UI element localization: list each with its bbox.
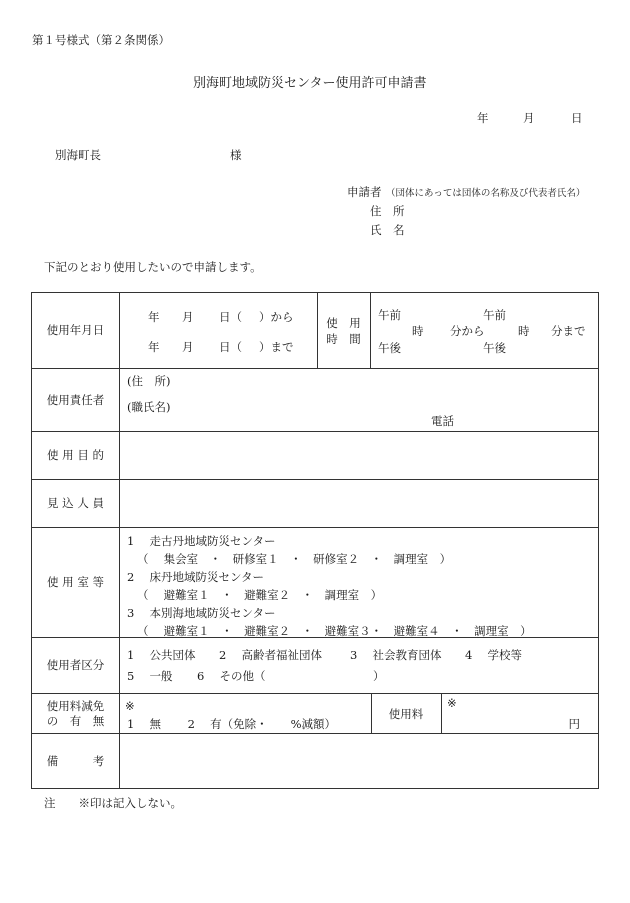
responsible-name-label: (職氏名)	[127, 400, 171, 414]
applicant-name-label: 氏 名	[370, 223, 405, 237]
usage-date-field[interactable]	[119, 293, 317, 368]
date-from-day: 日（	[219, 310, 242, 324]
fee-mark: ※	[447, 696, 457, 710]
fee-exemption-label-2: の 有 無	[46, 713, 105, 728]
time-from-hour: 時	[412, 324, 424, 338]
intro-text: 下記のとおり使用したいので申請します。	[44, 260, 262, 274]
date-from-year: 年	[148, 310, 160, 324]
applicant-note: （団体にあっては団体の名称及び代表者氏名）	[386, 188, 586, 199]
fee-label: 使用料	[388, 706, 424, 721]
usage-time-label	[317, 293, 370, 368]
row-attendees	[32, 480, 598, 528]
row-rooms	[32, 528, 598, 638]
date-to-month: 月	[182, 340, 194, 354]
category-social-education: 3 社会教育団体	[350, 648, 442, 662]
fee-exemption-label-1: 使用料減免	[46, 698, 105, 713]
date-from-month: 月	[182, 310, 194, 324]
applicant-label: 申請者	[347, 185, 382, 199]
remarks-label: 備 考	[32, 734, 120, 788]
category-other: 6 その他（	[197, 669, 266, 683]
attendees-label: 見 込 人 員	[32, 480, 120, 527]
time-to-minute: 分まで	[551, 324, 586, 338]
fee-yen: 円	[568, 717, 580, 731]
room-group-1: 1 走古丹地域防災センター	[127, 534, 276, 548]
year-label: 年	[477, 111, 489, 125]
page-title: 別海町地域防災センター使用許可申請書	[193, 76, 427, 91]
usage-date-label: 使用年月日	[32, 293, 120, 368]
date-to-day: 日（	[219, 340, 242, 354]
usage-time-label-1: 使 用	[326, 315, 361, 330]
fee-exemption-options: 1 無 2 有（免除・ %減額）	[127, 717, 337, 731]
applicant-address-label: 住 所	[370, 204, 405, 218]
row-usage-date	[32, 293, 598, 369]
rooms-field[interactable]	[119, 528, 598, 637]
usage-time-label-2: 時 間	[326, 331, 361, 346]
category-other-close: ）	[373, 669, 385, 683]
row-category	[32, 638, 598, 694]
application-table	[31, 292, 599, 789]
responsible-phone-label: 電話	[431, 414, 454, 428]
responsible-address-label: (住 所)	[127, 374, 171, 388]
day-label: 日	[571, 111, 583, 125]
category-elderly: 2 高齢者福祉団体	[219, 648, 322, 662]
time-from-pm: 午後	[378, 341, 401, 355]
row-purpose	[32, 432, 598, 480]
responsible-field[interactable]	[119, 369, 598, 431]
fee-field[interactable]	[441, 694, 598, 733]
attendees-field[interactable]	[119, 480, 598, 527]
row-fee-exemption	[32, 694, 598, 734]
time-to-pm: 午後	[483, 341, 506, 355]
fee-exemption-label	[32, 694, 120, 733]
category-public: 1 公共団体	[127, 648, 196, 662]
time-from-am: 午前	[378, 308, 401, 322]
purpose-field[interactable]	[119, 432, 598, 479]
category-field[interactable]	[119, 638, 598, 693]
room-options-2: （ 避難室１ ・ 避難室２ ・ 調理室 ）	[137, 588, 383, 602]
remarks-field[interactable]	[119, 734, 598, 788]
fee-exemption-field[interactable]	[119, 694, 371, 733]
form-number: 第１号様式（第２条関係）	[32, 33, 170, 47]
category-general: 5 一般	[127, 669, 173, 683]
date-from-suffix: ）から	[259, 310, 294, 324]
date-to-year: 年	[148, 340, 160, 354]
category-label: 使用者区分	[32, 638, 120, 693]
rooms-label: 使 用 室 等	[32, 528, 120, 637]
date-to-suffix: ）まで	[259, 340, 294, 354]
row-responsible	[32, 369, 598, 432]
purpose-label: 使 用 目 的	[32, 432, 120, 479]
responsible-label: 使用責任者	[32, 369, 120, 431]
addressee-honorific: 様	[230, 148, 242, 162]
footnote: 注 ※印は記入しない。	[44, 796, 182, 810]
fee-exemption-mark: ※	[125, 699, 135, 713]
time-to-am: 午前	[483, 308, 506, 322]
month-label: 月	[523, 111, 535, 125]
room-options-3: （ 避難室１ ・ 避難室２ ・ 避難室３・ 避難室４ ・ 調理室 ）	[137, 624, 532, 638]
room-group-3: 3 本別海地域防災センター	[127, 606, 276, 620]
category-school: 4 学校等	[465, 648, 522, 662]
usage-time-field[interactable]	[370, 293, 598, 368]
time-to-hour: 時	[518, 324, 530, 338]
room-options-1: （ 集会室 ・ 研修室１ ・ 研修室２ ・ 調理室 ）	[137, 552, 452, 566]
row-remarks	[32, 734, 598, 788]
room-group-2: 2 床丹地域防災センター	[127, 570, 265, 584]
addressee-name: 別海町長	[55, 148, 101, 162]
time-from-minute: 分から	[450, 324, 485, 338]
